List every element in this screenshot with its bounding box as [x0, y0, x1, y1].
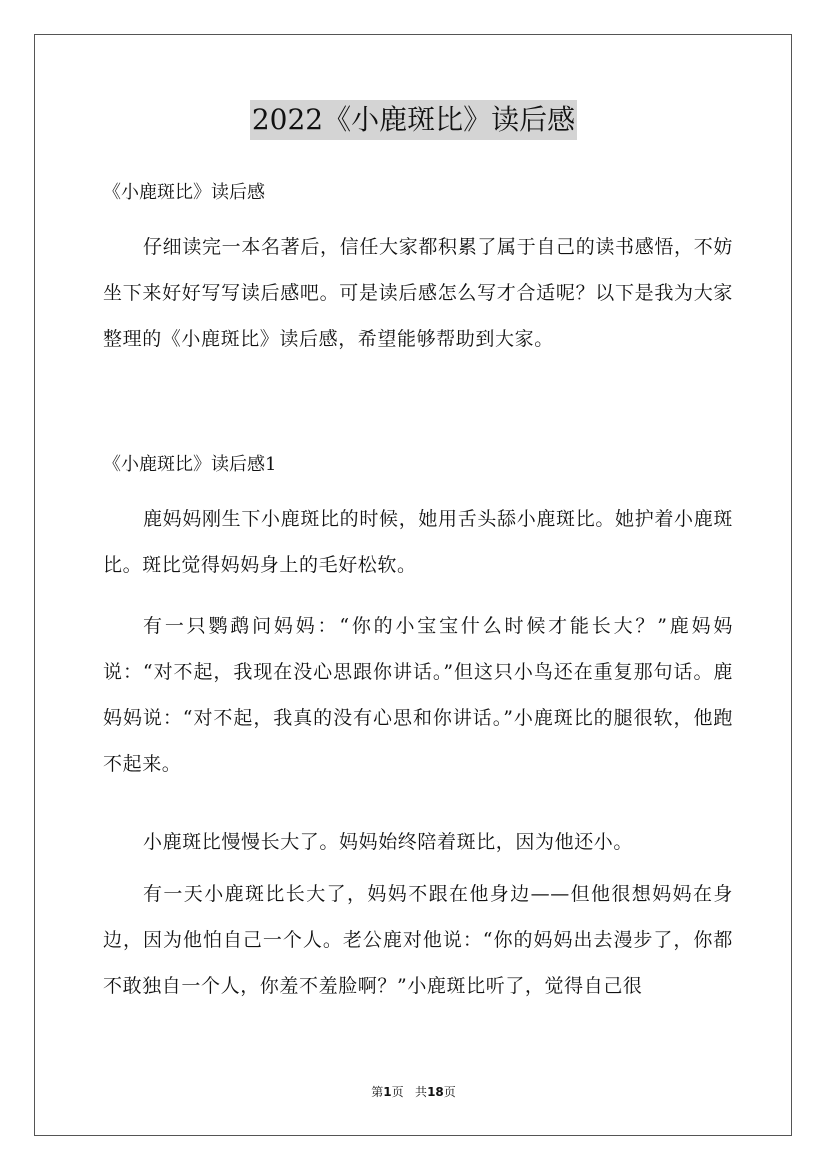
body-paragraph-2: 有一只鹦鹉问妈妈：“你的小宝宝什么时候才能长大？”鹿妈妈说：“对不起，我现在没心思跟你讲话。”但这只小鸟还在重复那句话。鹿妈妈说：“对不起，我真的没有心思和你讲话。”小鹿斑比的腿很软，他跑不起来。 [103, 615, 733, 775]
total-prefix: 共 [415, 1085, 428, 1099]
body-paragraph-3: 小鹿斑比慢慢长大了。妈妈始终陪着斑比，因为他还小。 [143, 831, 634, 853]
page-suffix: 页 [391, 1085, 404, 1099]
total-pages: 18 [427, 1085, 444, 1099]
page-prefix: 第 [371, 1085, 384, 1099]
document-title: 2022《小鹿斑比》读后感 [250, 100, 577, 140]
section-heading: 《小鹿斑比》读后感1 [103, 454, 277, 475]
total-suffix: 页 [443, 1085, 456, 1099]
body-paragraph-4: 有一天小鹿斑比长大了，妈妈不跟在他身边——但他很想妈妈在身边，因为他怕自己一个人。老公鹿对他说：“你的妈妈出去漫步了，你都不敢独自一个人，你羞不羞脸啊？”小鹿斑比听了，觉得自己很 [103, 883, 733, 997]
page-footer [0, 1083, 827, 1100]
title-container [0, 100, 827, 140]
page-number: 1 [383, 1085, 392, 1099]
intro-heading: 《小鹿斑比》读后感 [103, 182, 265, 203]
body-paragraph-1: 鹿妈妈刚生下小鹿斑比的时候，她用舌头舔小鹿斑比。她护着小鹿斑比。斑比觉得妈妈身上的毛好松软。 [103, 508, 733, 576]
intro-paragraph: 仔细读完一本名著后，信任大家都积累了属于自己的读书感悟，不妨坐下来好好写写读后感吧。可是读后感怎么写才合适呢？以下是我为大家整理的《小鹿斑比》读后感，希望能够帮助到大家。 [103, 236, 733, 350]
